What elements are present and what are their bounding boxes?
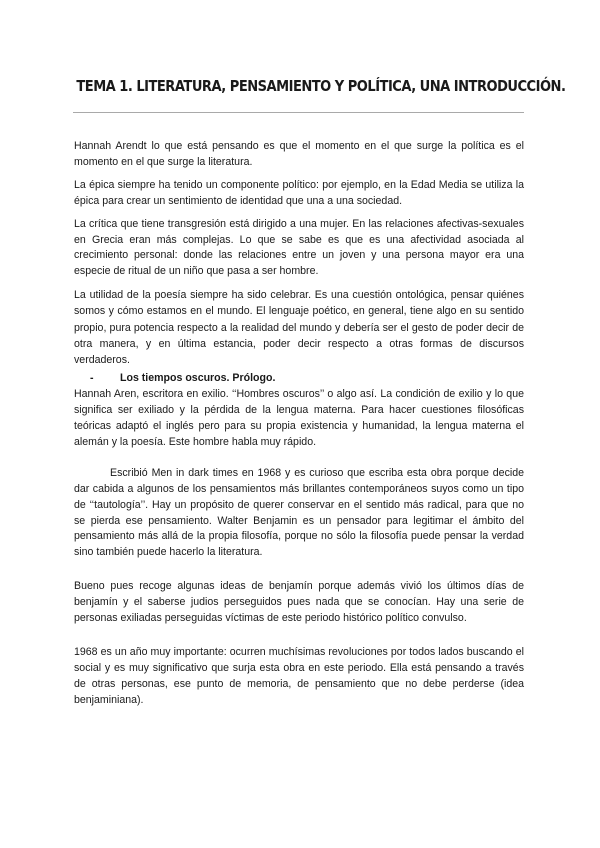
- document-body: [74, 139, 524, 709]
- list-dash: -: [90, 372, 94, 385]
- paragraph-critique: La crítica que tiene transgresión está dirigido a una mujer. En las relaciones afectivas-sexuales en Grecia eran más complejas. Lo que se sabe es que es una afectividad asociada al crecimiento personal: donde las relaciones entre un joven y una persona mayor era una especie de ritual de un niño que pasa a ser hombre.: [74, 217, 524, 278]
- paragraph-exile: Hannah Aren, escritora en exilio. ‘‘Hombres oscuros’’ o algo así. La condición de exilio y lo que significa ser exiliado y la pérdida de la lengua materna. Para hacer cuestiones filosóficas teóricas adaptó el inglés pero para su propia existencia y humanidad, la lengua materna el alemán y la poesía. Este hombre habla muy rápido.: [74, 388, 524, 448]
- title-divider: [73, 112, 524, 113]
- paragraph-epic: La épica siempre ha tenido un componente político: por ejemplo, en la Edad Media se utiliza la épica para crear un sentimiento de identidad que una a una sociedad.: [74, 178, 524, 207]
- paragraph-poetry: La utilidad de la poesía siempre ha sido celebrar. Es una cuestión ontológica, pensar quiénes somos y cómo estamos en el mundo. El lenguaje poético, en general, tiene algo en su sentido propio, pura potencia respecto a la realidad del mundo y debería ser el gesto de poder decir de otra manera, y en última estancia, poder decir respecto a otras formas de discursos verdaderos.: [74, 289, 524, 367]
- section-heading: [74, 371, 524, 387]
- document-title: TEMA 1. LITERATURA, PENSAMIENTO Y POLÍTICA, UNA INTRODUCCIÓN.: [76, 77, 566, 95]
- paragraph-1968: 1968 es un año muy importante: ocurren muchísimas revoluciones por todos lados buscando el social y es muy significativo que surja esta obra en este periodo. Ella está pensando a través de otras personas, ese punto de memoria, de pensamiento que no debe perderse (idea benjaminiana).: [74, 645, 524, 706]
- paragraph-men-in-dark-times: Escribió Men in dark times en 1968 y es curioso que escriba esta obra porque decide dar cabida a algunos de los pensamientos más brillantes contemporáneos suyos como un tipo de ‘‘tautología’’. Hay un propósito de querer conservar en el sentido más radical, para que no se pierda ese pensamiento. Walter Benjamin es un pensador para legitimar el ámbito del pensamiento más allá de la propia filosofía, porque no sólo la filosofía puede pensar la verdad sino también puede hacerlo la literatura.: [74, 466, 524, 559]
- paragraph-arendt-politics: Hannah Arendt lo que está pensando es que el momento en el que surge la política es el momento en el que surge la literatura.: [74, 140, 524, 168]
- paragraph-benjamin: Bueno pues recoge algunas ideas de benjamín porque además vivió los últimos días de benjamín y el saberse judios perseguidos pues nada que se conocían. Hay una serie de personas exiliadas perseguidas víctimas de este periodo histórico político convulso.: [74, 580, 524, 625]
- section-heading-text: Los tiempos oscuros. Prólogo.: [120, 372, 276, 385]
